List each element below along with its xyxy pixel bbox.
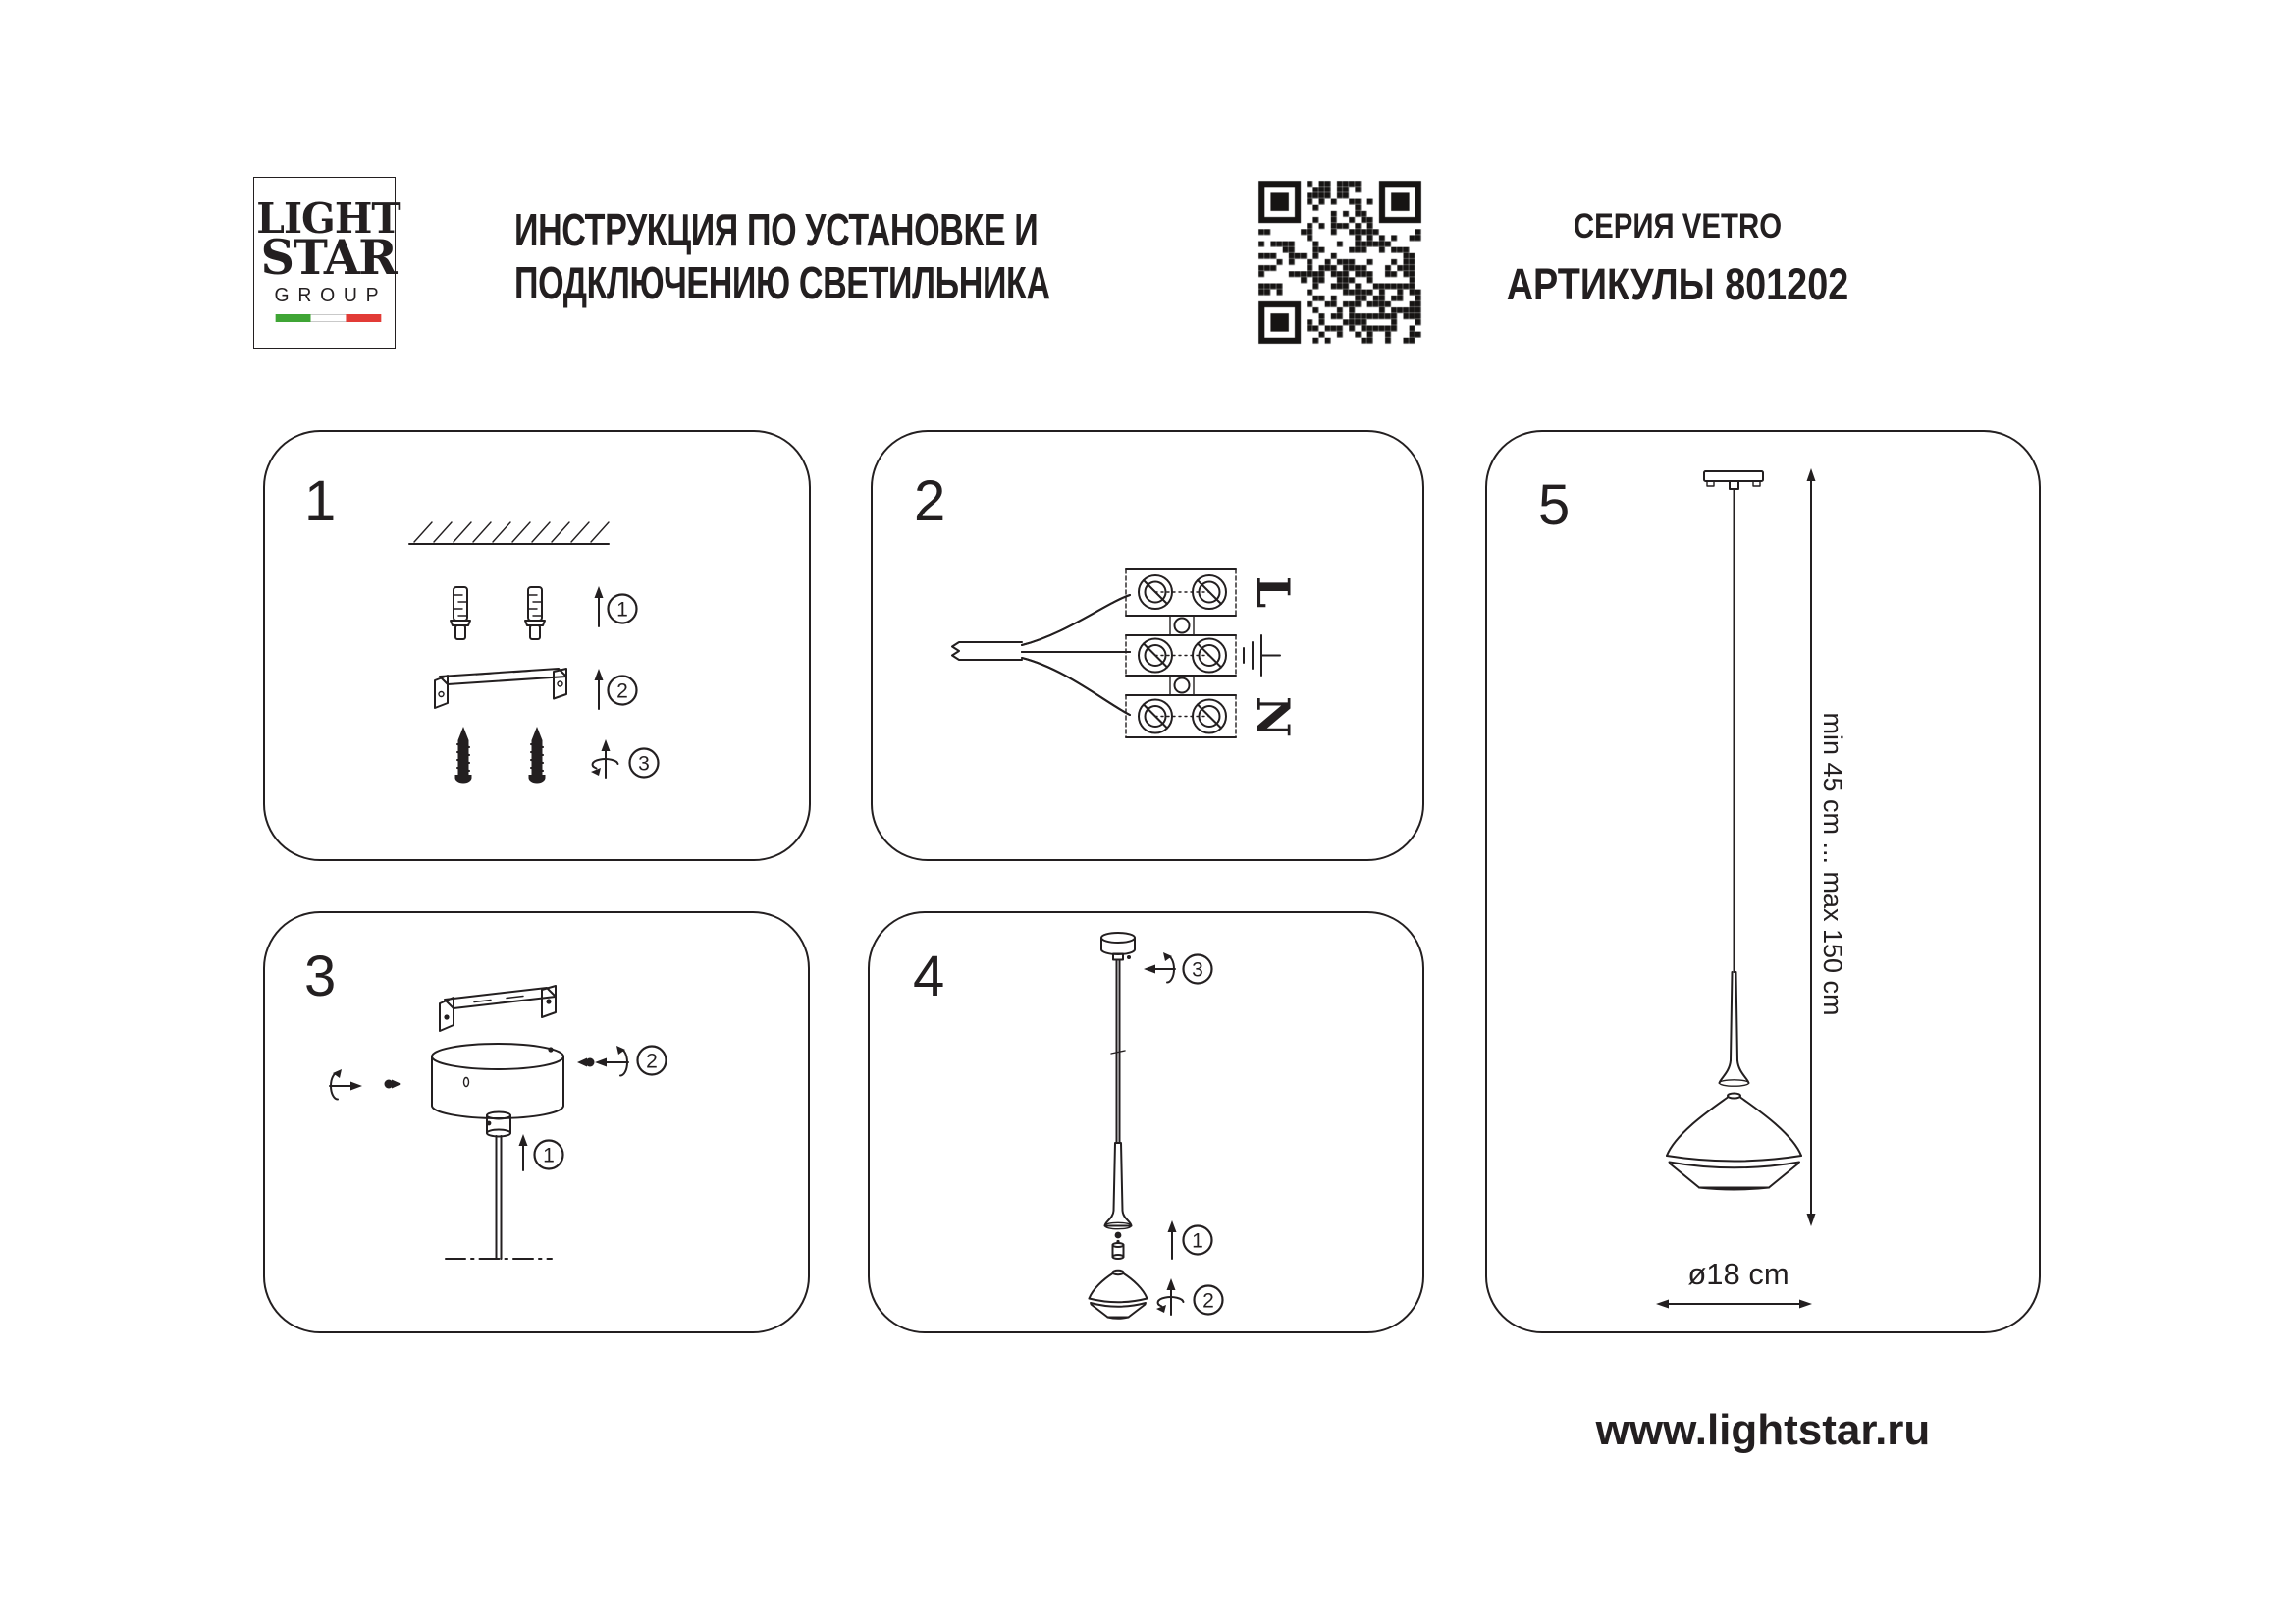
height-dimension bbox=[1807, 468, 1848, 1226]
step-badge-1 bbox=[609, 595, 637, 623]
stem bbox=[1720, 972, 1749, 1086]
rotate-screw-icon bbox=[1144, 952, 1175, 983]
arrow-up-icon bbox=[595, 586, 604, 626]
canopy bbox=[1101, 933, 1135, 960]
panel-number: 1 bbox=[304, 469, 337, 533]
lightstar-logo bbox=[253, 177, 400, 349]
terminal-row-earth bbox=[1126, 635, 1236, 676]
wire-neutral bbox=[1022, 658, 1130, 715]
canopy bbox=[432, 1044, 563, 1118]
italian-flag-icon bbox=[276, 314, 381, 322]
mounting-bracket bbox=[435, 669, 566, 708]
terminal-block bbox=[1126, 569, 1236, 737]
svg-text:2: 2 bbox=[616, 679, 628, 703]
panel-number: 4 bbox=[913, 945, 945, 1008]
page-title bbox=[514, 203, 1050, 309]
logo-light: LIGHT bbox=[256, 194, 400, 243]
step-badge-2 bbox=[638, 1047, 667, 1075]
svg-text:2: 2 bbox=[1202, 1289, 1214, 1313]
terminal-row-L bbox=[1126, 569, 1236, 616]
series-block bbox=[1432, 208, 1923, 308]
panel-step-3 bbox=[263, 911, 810, 1333]
canopy-mount-diagram bbox=[265, 913, 808, 1331]
step1-diagram bbox=[265, 432, 809, 859]
panel-number: 5 bbox=[1538, 473, 1571, 537]
cable-gland bbox=[487, 1112, 510, 1137]
rotate-axis-icon bbox=[591, 739, 618, 778]
svg-text:3: 3 bbox=[638, 752, 650, 776]
arrow-up-icon bbox=[595, 669, 604, 709]
ceiling-hatch bbox=[409, 522, 609, 544]
panel-number: 3 bbox=[304, 945, 337, 1008]
screw-icon bbox=[385, 1080, 402, 1089]
qr-code bbox=[1253, 175, 1427, 350]
series-name: СЕРИЯ VETRO bbox=[1573, 207, 1783, 245]
arrow-up-icon bbox=[519, 1134, 528, 1170]
lamp-shade bbox=[1667, 1094, 1801, 1190]
flag-red bbox=[346, 314, 381, 322]
step-badge-2 bbox=[609, 677, 637, 705]
article-number: АРТИКУЛЫ 801202 bbox=[1506, 258, 1849, 309]
step-badge-3 bbox=[1184, 955, 1212, 984]
label-live: L bbox=[1247, 575, 1300, 609]
screw-icon bbox=[577, 1058, 595, 1067]
wiring-diagram bbox=[873, 432, 1422, 859]
pendant-assembly-diagram bbox=[870, 913, 1422, 1331]
wall-anchor-icon bbox=[451, 587, 470, 639]
svg-text:1: 1 bbox=[616, 598, 628, 622]
svg-text:1: 1 bbox=[543, 1144, 555, 1167]
diameter-dimension bbox=[1656, 1257, 1812, 1309]
mains-cable bbox=[952, 642, 1022, 660]
flag-green bbox=[276, 314, 311, 322]
step-badge-2 bbox=[1195, 1286, 1223, 1315]
step-badge-1 bbox=[1184, 1226, 1212, 1255]
rotate-screw-icon bbox=[595, 1046, 628, 1076]
svg-text:3: 3 bbox=[1192, 958, 1203, 982]
stem bbox=[1105, 1143, 1132, 1238]
ground-symbol-icon bbox=[1244, 635, 1280, 676]
screw-icon bbox=[455, 727, 472, 784]
connector bbox=[1113, 1240, 1124, 1259]
panel-step-5 bbox=[1485, 430, 2041, 1333]
terminal-row-N bbox=[1126, 695, 1236, 737]
lamp-shade bbox=[1090, 1271, 1148, 1319]
rotate-screw-icon bbox=[330, 1069, 362, 1100]
svg-text:2: 2 bbox=[646, 1050, 658, 1073]
panel-step-4 bbox=[868, 911, 1424, 1333]
logo-star: STAR bbox=[260, 228, 397, 286]
step-badge-3 bbox=[630, 749, 659, 778]
logo-group: GROUP bbox=[274, 284, 388, 306]
suspension-cable bbox=[1111, 960, 1125, 1144]
title-line-2: ПОДКЛЮЧЕНИЮ СВЕТИЛЬНИКА bbox=[514, 257, 1050, 308]
panel-step-1 bbox=[263, 430, 811, 861]
arrow-up-icon bbox=[1168, 1220, 1177, 1259]
wire-live bbox=[1022, 595, 1130, 645]
panel-number: 2 bbox=[914, 469, 946, 533]
label-neutral: N bbox=[1247, 695, 1300, 738]
height-dimension-label: min 45 cm ... max 150 cm bbox=[1818, 712, 1847, 1016]
canopy bbox=[1704, 471, 1763, 489]
rotate-axis-icon bbox=[1156, 1278, 1184, 1315]
panel-step-2 bbox=[871, 430, 1424, 861]
title-line-1: ИНСТРУКЦИЯ ПО УСТАНОВКЕ И bbox=[514, 204, 1039, 255]
step-badge-1 bbox=[535, 1141, 563, 1169]
flag-white bbox=[311, 314, 347, 322]
suspension-cable bbox=[446, 1136, 552, 1259]
diameter-dimension-label: ø18 cm bbox=[1687, 1257, 1789, 1291]
dimensions-diagram bbox=[1487, 432, 2039, 1331]
svg-text:1: 1 bbox=[1192, 1229, 1203, 1253]
mounting-bracket bbox=[440, 986, 556, 1031]
website-url: www.lightstar.ru bbox=[1595, 1406, 1931, 1454]
